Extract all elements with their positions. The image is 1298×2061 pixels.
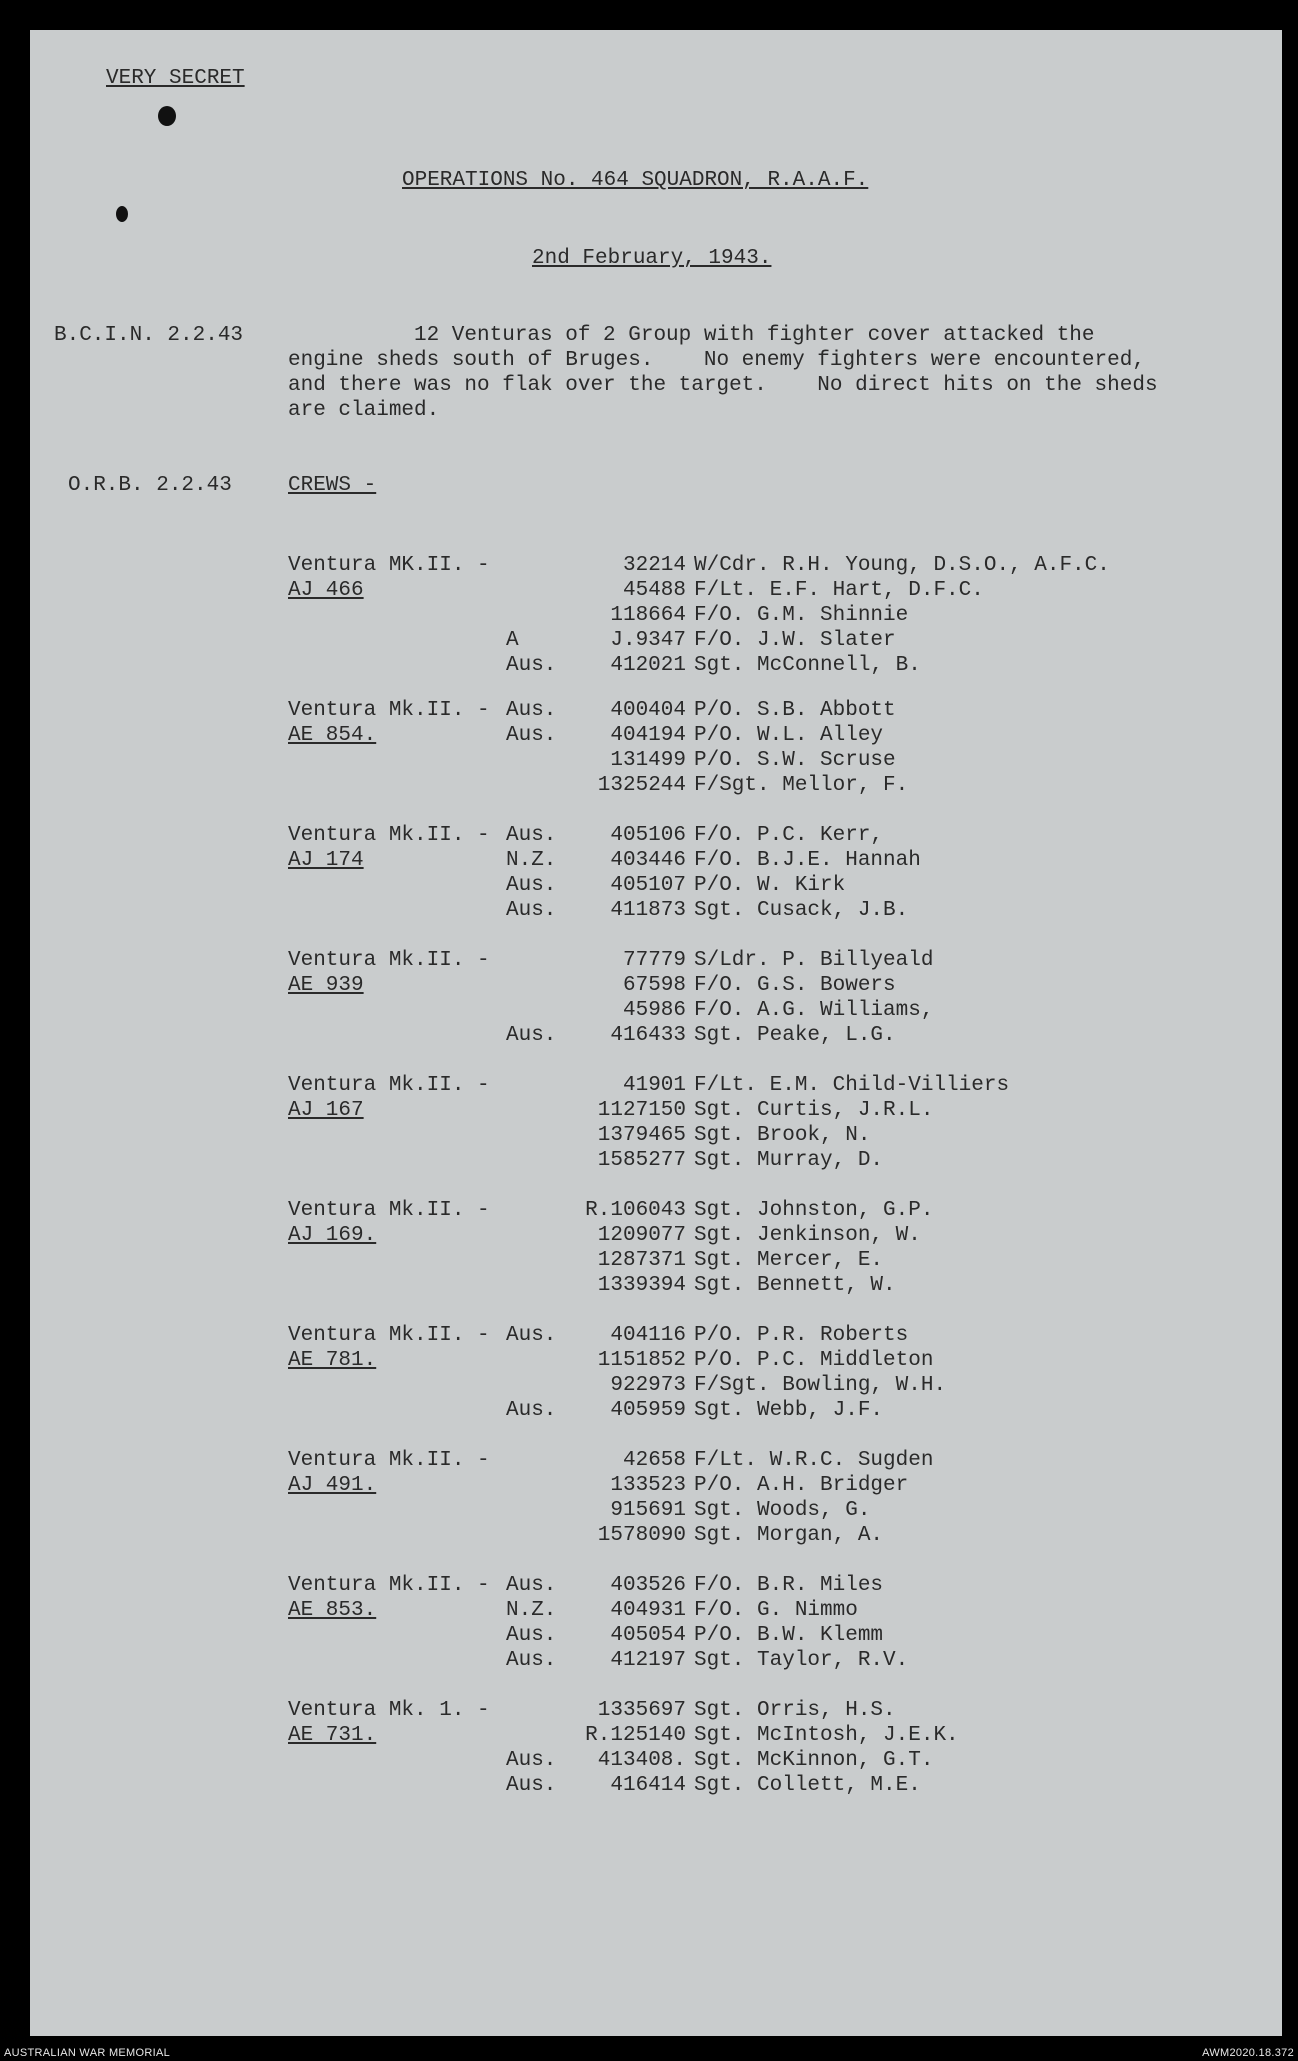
crew-name: F/O. B.J.E. Hannah (694, 849, 921, 872)
aircraft-type: Ventura Mk.II. - (288, 949, 490, 972)
ink-blot (116, 206, 128, 222)
crew-service-number: 1379465 (597, 1124, 686, 1147)
crew-service-number: 1339394 (597, 1274, 686, 1297)
crew-name: F/Sgt. Bowling, W.H. (694, 1374, 947, 1397)
crew-member-row (506, 873, 686, 898)
crew-service-number: 1127150 (597, 1099, 686, 1122)
crew-member-row (506, 1073, 686, 1098)
crew-service-number: 405054 (610, 1624, 686, 1647)
crew-service-number: 1325244 (597, 774, 686, 797)
summary-line: are claimed. (288, 399, 440, 422)
aircraft-type: Ventura Mk.II. - (288, 824, 490, 847)
crew-service-number: 45986 (622, 999, 686, 1022)
crew-service-number: 1585277 (597, 1149, 686, 1172)
aircraft-serial: AJ 174 (288, 849, 364, 872)
orb-reference: O.R.B. 2.2.43 (68, 474, 232, 497)
crew-name: F/Lt. E.F. Hart, D.F.C. (694, 579, 984, 602)
aircraft-type: Ventura Mk.II. - (288, 1324, 490, 1347)
crew-service-number: 1287371 (597, 1249, 686, 1272)
crew-member-row (506, 973, 686, 998)
crew-member-row (506, 1723, 686, 1748)
crew-name: P/O. S.W. Scruse (694, 749, 896, 772)
crew-service-number: 404931 (610, 1599, 686, 1622)
crew-nationality: Aus. (506, 1624, 557, 1647)
crew-member-row (506, 773, 686, 798)
crew-nationality: Aus. (506, 1324, 557, 1347)
crew-name: Sgt. Mercer, E. (694, 1249, 884, 1272)
crew-service-number: 133523 (610, 1474, 686, 1497)
crew-service-number: 41901 (622, 1074, 686, 1097)
summary-line: engine sheds south of Bruges. No enemy fighters were encountered, (288, 349, 1145, 372)
summary-line: and there was no flak over the target. No direct hits on the sheds (288, 374, 1158, 397)
crew-name: Sgt. Taylor, R.V. (694, 1649, 909, 1672)
crew-nationality: Aus. (506, 1649, 557, 1672)
crew-nationality: Aus. (506, 1774, 557, 1797)
crew-member-row (506, 628, 686, 653)
crew-name: P/O. A.H. Bridger (694, 1474, 909, 1497)
crew-member-row (506, 1198, 686, 1223)
crew-name: F/Sgt. Mellor, F. (694, 774, 909, 797)
aircraft-serial: AE 854. (288, 724, 377, 747)
crew-service-number: R.125140 (585, 1724, 686, 1747)
crew-name: Sgt. Collett, M.E. (694, 1774, 921, 1797)
crew-service-number: 915691 (610, 1499, 686, 1522)
crew-member-row (506, 1223, 686, 1248)
crew-service-number: 411873 (610, 899, 686, 922)
crew-member-row (506, 1698, 686, 1723)
crew-name: P/O. B.W. Klemm (694, 1624, 884, 1647)
crew-service-number: 32214 (622, 554, 686, 577)
crew-member-row (506, 578, 686, 603)
crew-name: Sgt. Jenkinson, W. (694, 1224, 921, 1247)
crew-service-number: 413408. (597, 1749, 686, 1772)
crew-nationality: Aus. (506, 824, 557, 847)
aircraft-serial: AE 731. (288, 1724, 377, 1747)
crew-service-number: 77779 (622, 949, 686, 972)
crew-name: P/O. P.R. Roberts (694, 1324, 909, 1347)
crew-name: F/O. B.R. Miles (694, 1574, 884, 1597)
document-page (30, 30, 1282, 2036)
crew-name: Sgt. Bennett, W. (694, 1274, 896, 1297)
crew-service-number: 403526 (610, 1574, 686, 1597)
crew-service-number: 416414 (610, 1774, 686, 1797)
crew-member-row (506, 1098, 686, 1123)
aircraft-type: Ventura Mk.II. - (288, 699, 490, 722)
crew-member-row (506, 1373, 686, 1398)
crew-member-row (506, 848, 686, 873)
crew-service-number: 42658 (622, 1449, 686, 1472)
crew-service-number: 404194 (610, 724, 686, 747)
crew-name: P/O. P.C. Middleton (694, 1349, 934, 1372)
crew-name: Sgt. McConnell, B. (694, 654, 921, 677)
crew-service-number: 405107 (610, 874, 686, 897)
crew-name: Sgt. McIntosh, J.E.K. (694, 1724, 959, 1747)
crew-nationality: Aus. (506, 699, 557, 722)
crew-name: Sgt. Webb, J.F. (694, 1399, 884, 1422)
crew-member-row (506, 1023, 686, 1048)
crew-member-row (506, 553, 686, 578)
crew-service-number: 404116 (610, 1324, 686, 1347)
crew-service-number: 403446 (610, 849, 686, 872)
crew-member-row (506, 1148, 686, 1173)
crew-name: P/O. S.B. Abbott (694, 699, 896, 722)
crew-name: Sgt. McKinnon, G.T. (694, 1749, 934, 1772)
crew-name: F/O. A.G. Williams, (694, 999, 934, 1022)
crew-name: Sgt. Murray, D. (694, 1149, 884, 1172)
crew-nationality: Aus. (506, 1574, 557, 1597)
crew-name: W/Cdr. R.H. Young, D.S.O., A.F.C. (694, 554, 1110, 577)
crew-nationality: Aus. (506, 874, 557, 897)
crew-service-number: 416433 (610, 1024, 686, 1047)
footer-reference: AWM2020.18.372 (1202, 2047, 1294, 2059)
crew-member-row (506, 1398, 686, 1423)
crew-service-number: 405106 (610, 824, 686, 847)
footer-archive-label: AUSTRALIAN WAR MEMORIAL (4, 2047, 171, 2059)
crew-name: Sgt. Brook, N. (694, 1124, 871, 1147)
crew-member-row (506, 1573, 686, 1598)
crew-name: F/O. G.M. Shinnie (694, 604, 909, 627)
crew-service-number: 922973 (610, 1374, 686, 1397)
crew-name: F/Lt. E.M. Child-Villiers (694, 1074, 1010, 1097)
aircraft-type: Ventura Mk.II. - (288, 1074, 490, 1097)
crew-member-row (506, 1748, 686, 1773)
crew-member-row (506, 1498, 686, 1523)
aircraft-serial: AJ 466 (288, 579, 364, 602)
crew-member-row (506, 1648, 686, 1673)
crew-member-row (506, 1598, 686, 1623)
crew-name: Sgt. Morgan, A. (694, 1524, 884, 1547)
crew-name: F/Lt. W.R.C. Sugden (694, 1449, 934, 1472)
crew-name: Sgt. Cusack, J.B. (694, 899, 909, 922)
crew-member-row (506, 1123, 686, 1148)
aircraft-serial: AE 939 (288, 974, 364, 997)
crew-member-row (506, 948, 686, 973)
crew-member-row (506, 1323, 686, 1348)
aircraft-type: Ventura Mk. 1. - (288, 1699, 490, 1722)
crew-name: Sgt. Curtis, J.R.L. (694, 1099, 934, 1122)
crew-name: Sgt. Johnston, G.P. (694, 1199, 934, 1222)
crew-name: P/O. W.L. Alley (694, 724, 884, 747)
crew-name: F/O. G.S. Bowers (694, 974, 896, 997)
crews-heading: CREWS - (288, 474, 377, 497)
crew-member-row (506, 1473, 686, 1498)
crew-member-row (506, 1773, 686, 1798)
crew-member-row (506, 653, 686, 678)
crew-service-number: 1209077 (597, 1224, 686, 1247)
crew-nationality: A (506, 629, 519, 652)
crew-name: F/O. J.W. Slater (694, 629, 896, 652)
crew-member-row (506, 1273, 686, 1298)
crew-service-number: 1151852 (597, 1349, 686, 1372)
crew-name: Sgt. Peake, L.G. (694, 1024, 896, 1047)
crew-service-number: 131499 (610, 749, 686, 772)
crew-service-number: 45488 (622, 579, 686, 602)
crew-service-number: 412197 (610, 1649, 686, 1672)
document-date: 2nd February, 1943. (532, 247, 772, 270)
crew-nationality: N.Z. (506, 849, 557, 872)
crew-service-number: R.106043 (585, 1199, 686, 1222)
crew-member-row (506, 698, 686, 723)
aircraft-serial: AJ 167 (288, 1099, 364, 1122)
aircraft-serial: AE 781. (288, 1349, 377, 1372)
crew-name: F/O. G. Nimmo (694, 1599, 858, 1622)
aircraft-type: Ventura MK.II. - (288, 554, 490, 577)
aircraft-type: Ventura Mk.II. - (288, 1199, 490, 1222)
crew-member-row (506, 823, 686, 848)
crew-nationality: Aus. (506, 1399, 557, 1422)
crew-service-number: 67598 (622, 974, 686, 997)
crew-service-number: 400404 (610, 699, 686, 722)
crew-member-row (506, 1348, 686, 1373)
crew-service-number: J.9347 (610, 629, 686, 652)
classification-label: VERY SECRET (106, 67, 245, 90)
ink-blot (158, 106, 176, 126)
crew-name: Sgt. Orris, H.S. (694, 1699, 896, 1722)
aircraft-type: Ventura Mk.II. - (288, 1449, 490, 1472)
crew-nationality: Aus. (506, 724, 557, 747)
crew-member-row (506, 1448, 686, 1473)
crew-service-number: 118664 (610, 604, 686, 627)
aircraft-serial: AJ 491. (288, 1474, 377, 1497)
aircraft-serial: AE 853. (288, 1599, 377, 1622)
crew-nationality: N.Z. (506, 1599, 557, 1622)
crew-member-row (506, 998, 686, 1023)
crew-name: S/Ldr. P. Billyeald (694, 949, 934, 972)
crew-name: P/O. W. Kirk (694, 874, 846, 897)
crew-nationality: Aus. (506, 1024, 557, 1047)
crew-service-number: 1335697 (597, 1699, 686, 1722)
crew-nationality: Aus. (506, 1749, 557, 1772)
crew-nationality: Aus. (506, 899, 557, 922)
summary-line: 12 Venturas of 2 Group with fighter cover attacked the (414, 324, 1095, 347)
aircraft-type: Ventura Mk.II. - (288, 1574, 490, 1597)
crew-name: F/O. P.C. Kerr, (694, 824, 884, 847)
crew-member-row (506, 723, 686, 748)
aircraft-serial: AJ 169. (288, 1224, 377, 1247)
summary-reference: B.C.I.N. 2.2.43 (54, 324, 244, 347)
crew-member-row (506, 898, 686, 923)
document-title: OPERATIONS No. 464 SQUADRON, R.A.A.F. (402, 169, 869, 192)
crew-member-row (506, 603, 686, 628)
crew-service-number: 1578090 (597, 1524, 686, 1547)
crew-service-number: 405959 (610, 1399, 686, 1422)
crew-member-row (506, 1623, 686, 1648)
crew-service-number: 412021 (610, 654, 686, 677)
crew-member-row (506, 1248, 686, 1273)
crew-member-row (506, 748, 686, 773)
crew-name: Sgt. Woods, G. (694, 1499, 871, 1522)
crew-member-row (506, 1523, 686, 1548)
crew-nationality: Aus. (506, 654, 557, 677)
